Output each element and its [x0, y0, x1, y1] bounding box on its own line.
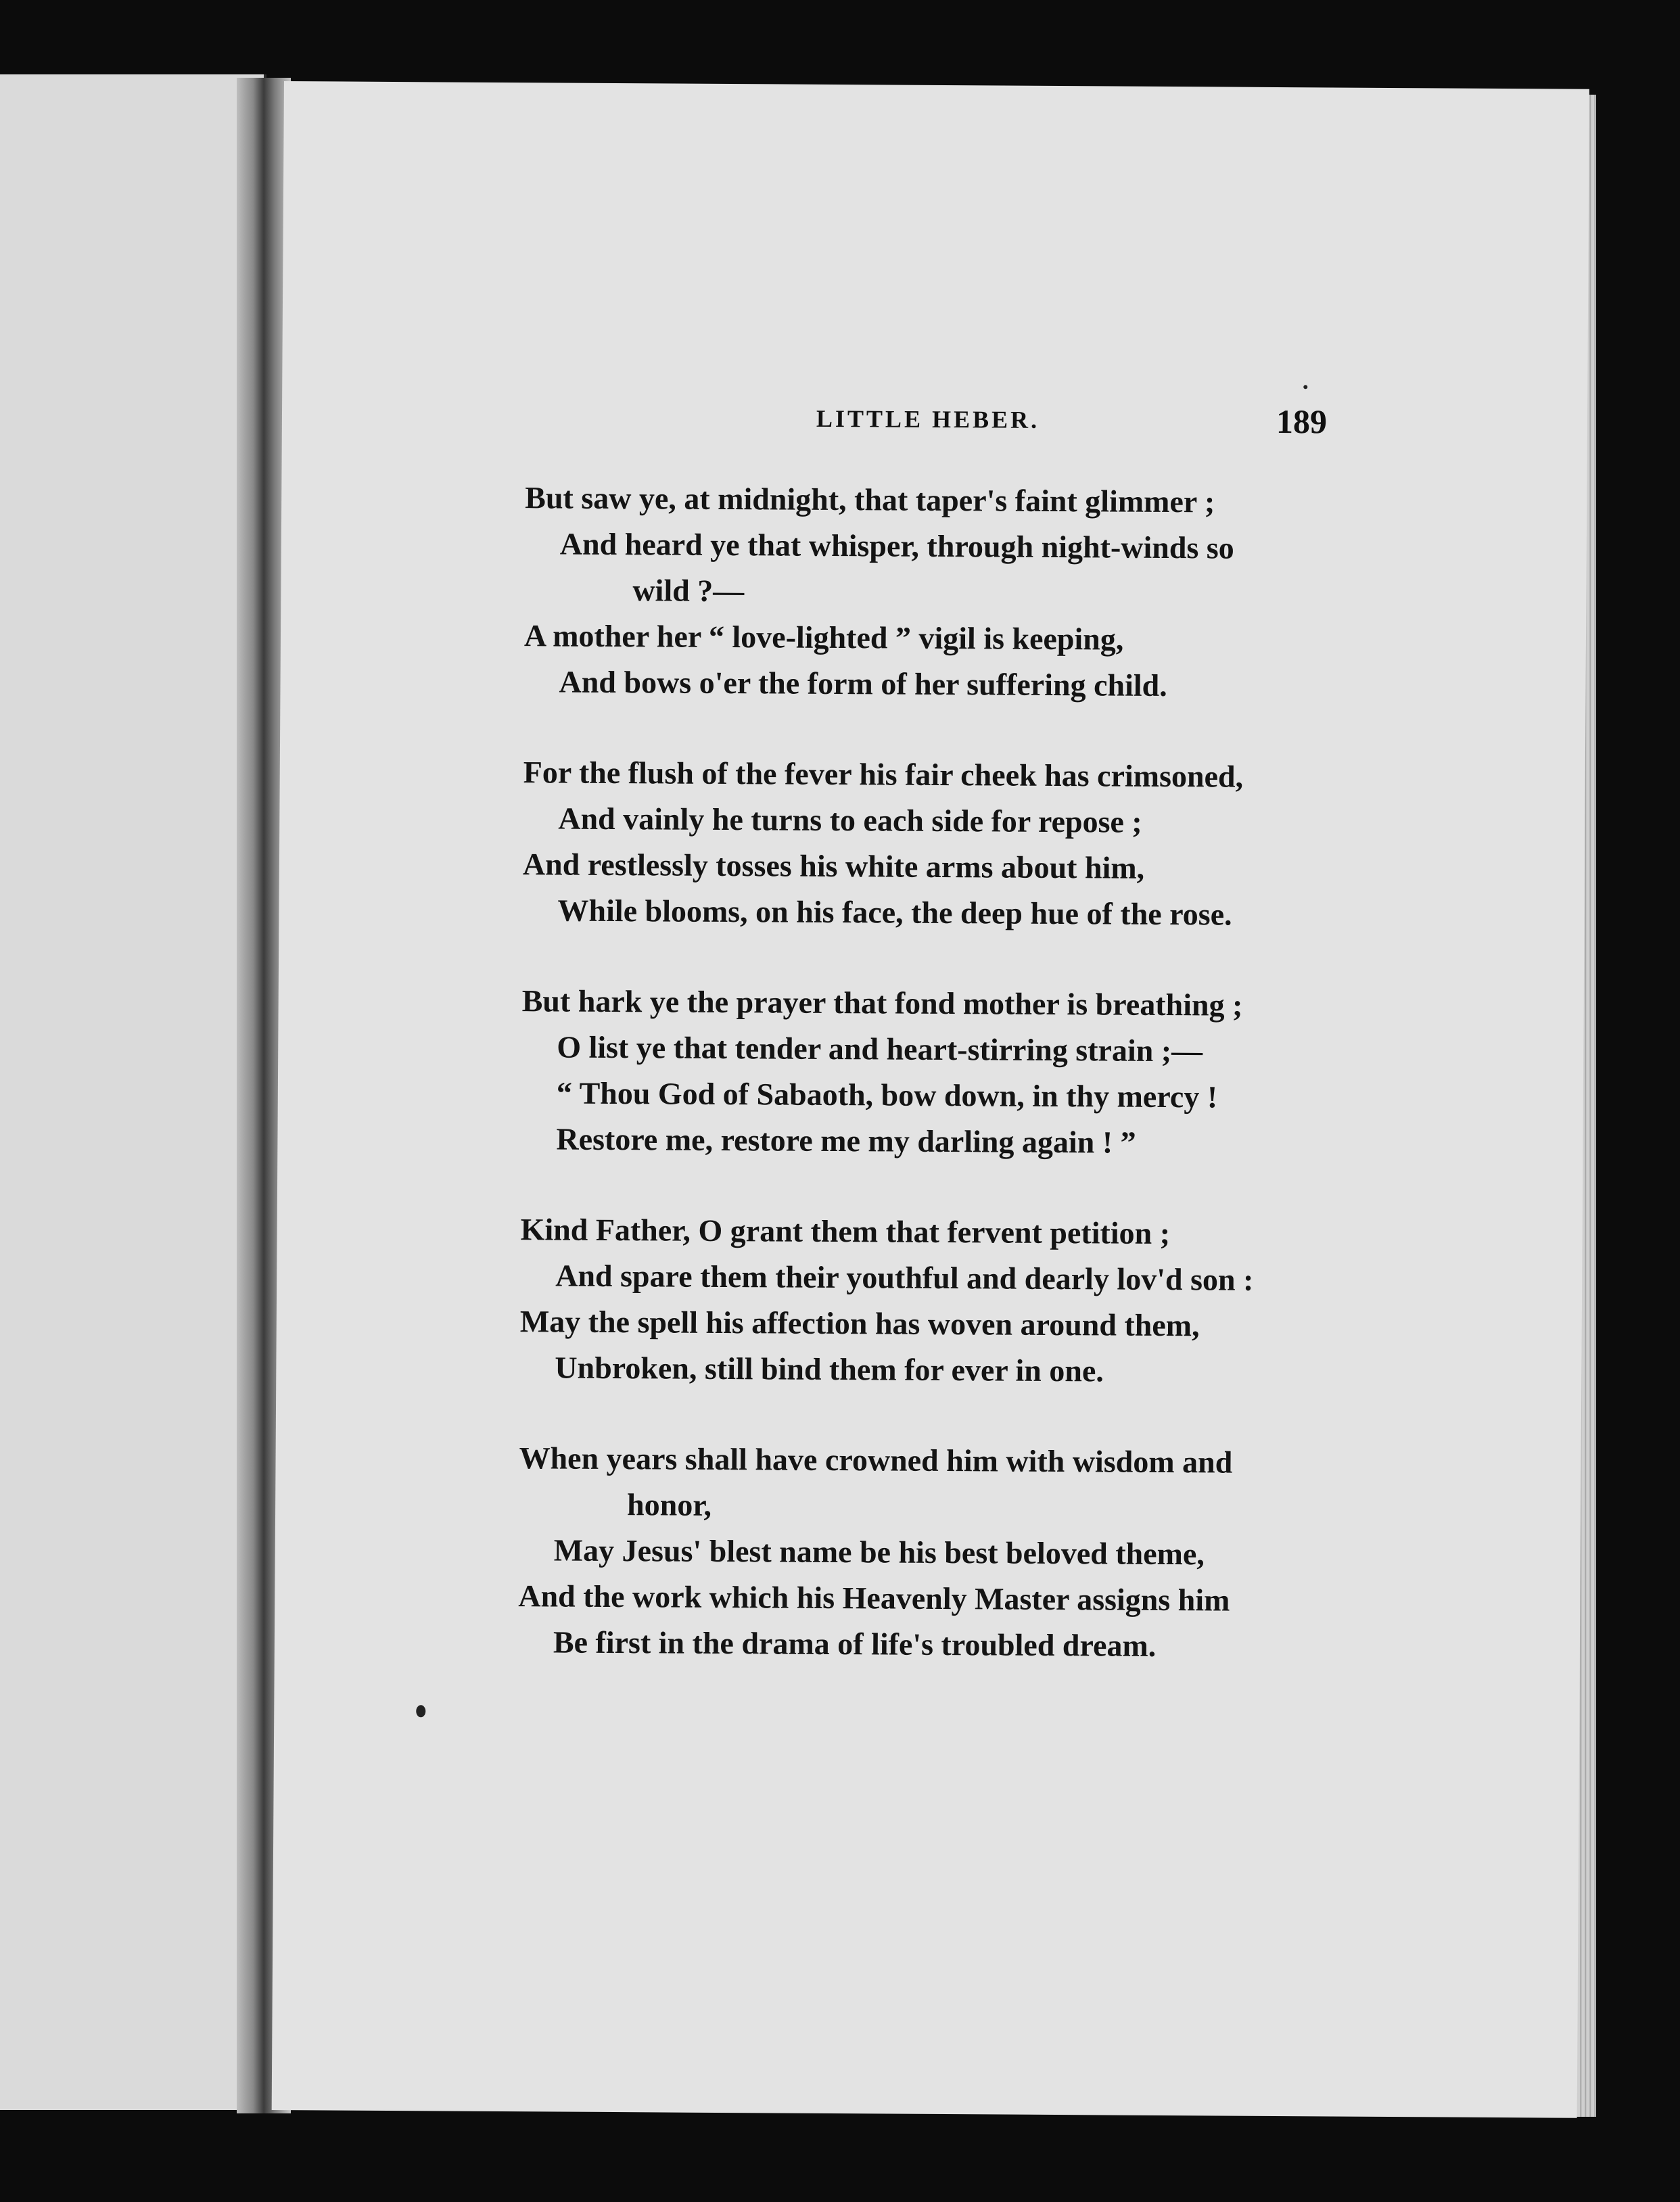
poem-line: But hark ye the prayer that fond mother is breathing ; — [521, 983, 1243, 1023]
stanza — [523, 475, 1580, 711]
poem-line: For the flush of the fever his fair cheek has crimsoned, — [523, 755, 1244, 794]
poem-line: And the work which his Heavenly Master assigns him — [518, 1578, 1230, 1618]
poem-line: And heard ye that whisper, through night-winds so — [559, 526, 1234, 565]
stanza — [519, 1207, 1576, 1397]
poem-line: O list ye that tender and heart-stirring strain ;— — [557, 1029, 1203, 1069]
ink-speck — [1303, 385, 1307, 389]
poem-line: Restore me, restore me my darling again ! ” — [556, 1121, 1136, 1160]
poem-line: While blooms, on his face, the deep hue of the rose. — [557, 893, 1232, 932]
stanza — [521, 978, 1577, 1169]
poem-line: “ Thou God of Sabaoth, bow down, in thy mercy ! — [556, 1075, 1218, 1115]
page-header — [282, 396, 1587, 451]
poem-line: A mother her “ love-lighted ” vigil is keeping, — [523, 618, 1124, 657]
poem-line: May Jesus' blest name be his best beloved theme, — [553, 1532, 1205, 1572]
poem-line: May the spell his affection has woven around them, — [519, 1304, 1200, 1343]
left-page — [0, 74, 266, 2110]
page-number: 189 — [1276, 402, 1328, 441]
poem-line: Kind Father, O grant them that fervent petition ; — [520, 1212, 1171, 1251]
poem — [517, 475, 1580, 1716]
poem-line: And bows o'er the form of her suffering child. — [559, 664, 1167, 703]
stanza — [522, 749, 1579, 940]
poem-line: When years shall have crowned him with wisdom and — [519, 1440, 1233, 1480]
poem-line: And vainly he turns to each side for repose ; — [558, 801, 1142, 839]
poem-line: honor, — [626, 1487, 712, 1522]
running-title: LITTLE HEBER. — [816, 404, 1040, 434]
poem-line: And spare them their youthful and dearly lov'd son : — [555, 1258, 1254, 1297]
poem-line: Be first in the drama of life's troubled dream. — [553, 1624, 1157, 1663]
ink-speck — [416, 1705, 425, 1717]
poem-line: Unbroken, still bind them for ever in one. — [555, 1350, 1104, 1388]
stanza — [518, 1435, 1574, 1672]
right-page — [272, 81, 1589, 2118]
poem-line: And restlessly tosses his white arms about him, — [522, 847, 1145, 885]
poem-line: But saw ye, at midnight, that taper's faint glimmer ; — [525, 480, 1215, 519]
poem-line: wild ?— — [632, 573, 745, 609]
